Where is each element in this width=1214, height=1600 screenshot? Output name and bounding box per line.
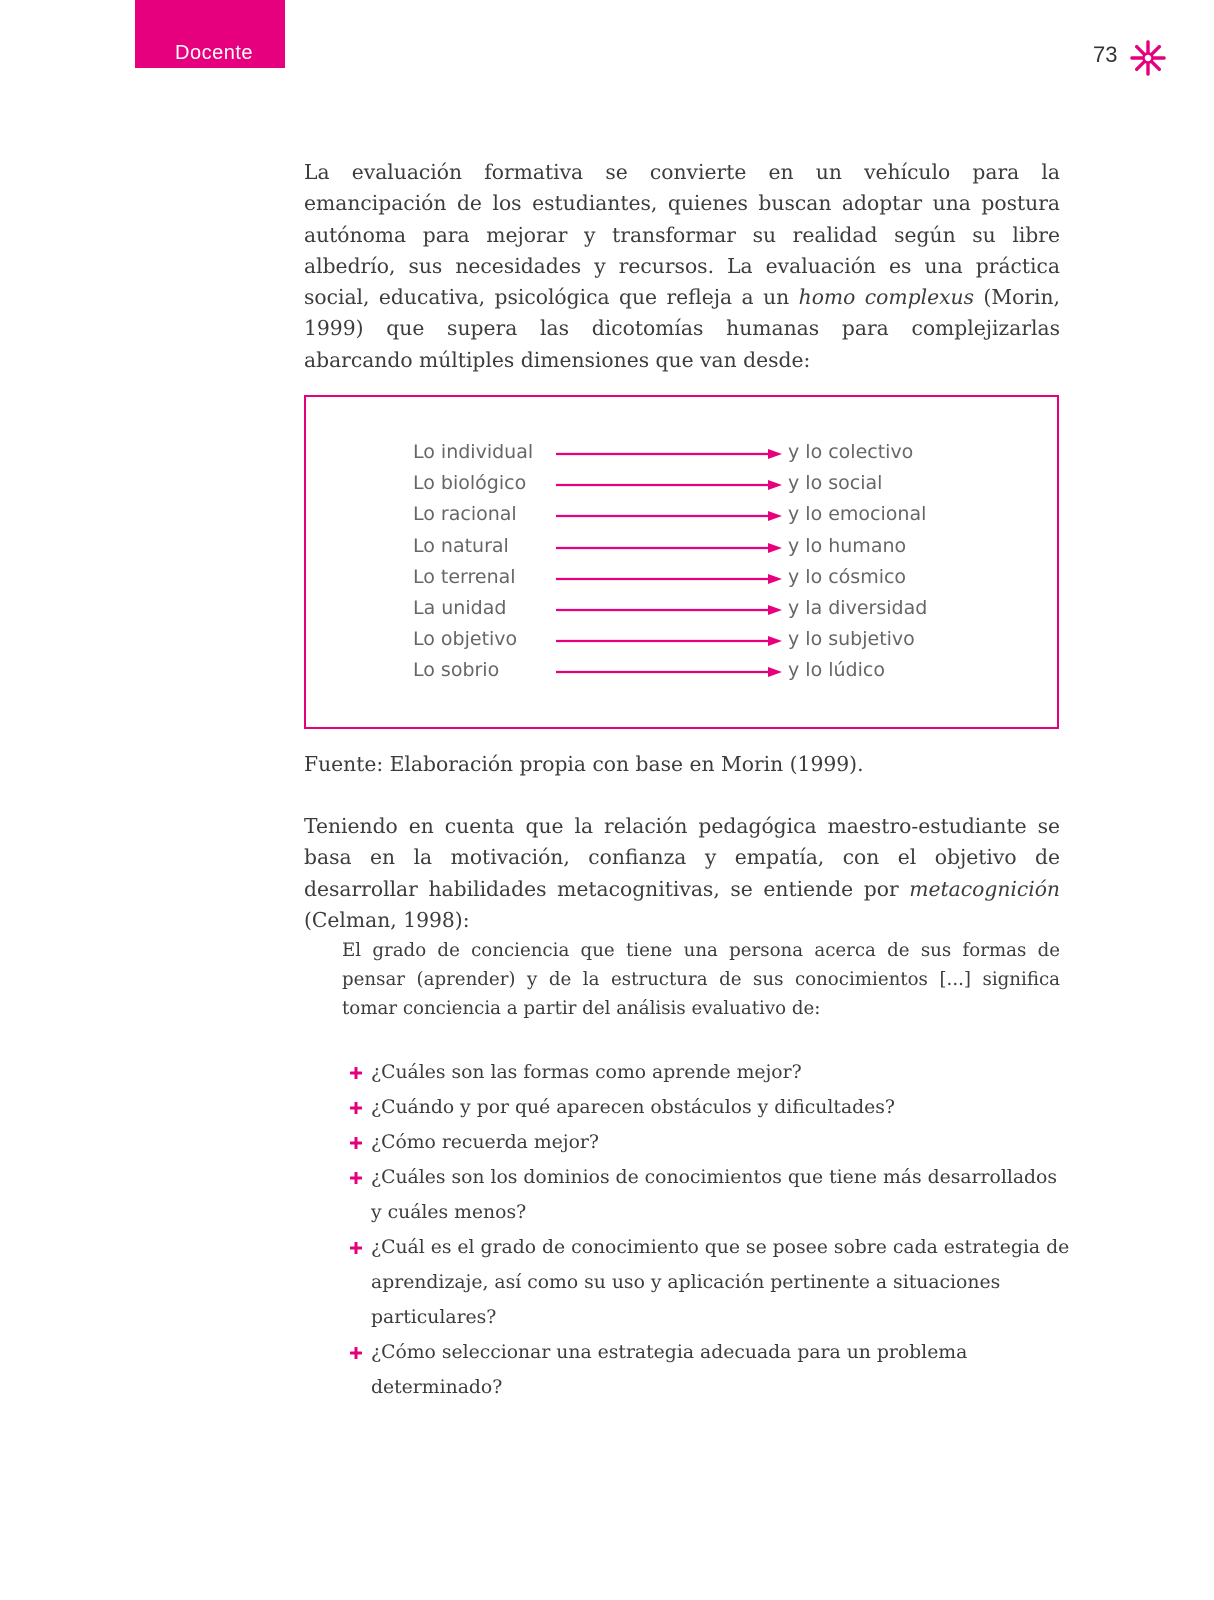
- arrow-right-icon: [556, 509, 782, 523]
- question-item: [350, 1055, 1070, 1090]
- page-number: 73: [1093, 42, 1118, 67]
- section-tab: [135, 0, 285, 68]
- arrow-right-icon: [556, 447, 782, 461]
- pair-right-term: y lo lúdico: [788, 659, 885, 682]
- pair-right-term: y lo humano: [788, 534, 907, 557]
- arrow-right-icon: [556, 634, 782, 648]
- pair-left-term: Lo terrenal: [413, 565, 516, 588]
- pair-row: [306, 659, 1057, 690]
- arrow-right-icon: [556, 541, 782, 555]
- pair-right-term: y lo subjetivo: [788, 628, 915, 651]
- question-text: ¿Cómo seleccionar una estrategia adecuada para un problema determinado?: [371, 1342, 968, 1398]
- source-caption: Fuente: Elaboración propia con base en Morin (1999).: [304, 752, 864, 776]
- intro-italic-term: homo complexus: [798, 285, 974, 310]
- pair-row: [306, 566, 1057, 597]
- pair-right-term: y lo colectivo: [788, 441, 914, 463]
- plus-bullet-icon: [350, 1347, 362, 1359]
- pair-left-term: Lo natural: [413, 534, 509, 557]
- question-item: [350, 1125, 1070, 1160]
- dichotomies-diagram: [304, 395, 1059, 729]
- intro-text: La evaluación formativa se convierte en un vehículo para la emancipación de los estudiantes, quienes buscan adoptar una postura autónoma para mejorar y transformar su realidad según su libre albedrío, sus necesidades y recursos. La evaluación es una práctica social, educativa, psicológica que refleja a un: [304, 160, 1060, 310]
- question-list: [350, 1055, 1070, 1405]
- question-item: [350, 1335, 1070, 1405]
- intro-text-end: (Morin, 1999) que supera las dicotomías humanas para complejizarlas abarcando múltiples dimensiones que van desde:: [304, 285, 1061, 372]
- arrow-right-icon: [556, 572, 782, 586]
- arrow-right-icon: [556, 603, 782, 617]
- asterisk-icon: [1130, 40, 1166, 76]
- pair-left-term: Lo sobrio: [413, 659, 500, 682]
- pair-row: [306, 503, 1057, 534]
- plus-bullet-icon: [350, 1137, 362, 1149]
- arrow-right-icon: [556, 665, 782, 679]
- pair-left-term: Lo biológico: [413, 472, 527, 495]
- pair-right-term: y lo cósmico: [788, 565, 907, 588]
- question-item: [350, 1160, 1070, 1230]
- paragraph2-italic-term: metacognición: [909, 876, 1060, 901]
- pair-row: [306, 535, 1057, 566]
- pair-row: [306, 628, 1057, 659]
- plus-bullet-icon: [350, 1067, 362, 1079]
- block-quote: El grado de conciencia que tiene una persona acerca de sus formas de pensar (aprender) y de la estructura de sus conocimientos [...] significa tomar conciencia a partir del análisis evaluativo de:: [342, 940, 1060, 1019]
- plus-bullet-icon: [350, 1172, 362, 1184]
- paragraph2-text-end: (Celman, 1998):: [304, 907, 470, 932]
- pair-list: [306, 441, 1057, 691]
- question-text: ¿Cómo recuerda mejor?: [371, 1132, 599, 1153]
- question-item: [350, 1230, 1070, 1335]
- pair-right-term: y lo social: [788, 472, 883, 495]
- intro-paragraph: [304, 157, 1060, 376]
- question-text: ¿Cuáles son los dominios de conocimientos que tiene más desarrollados y cuáles menos?: [371, 1167, 1057, 1223]
- pair-left-term: La unidad: [413, 596, 507, 619]
- pair-right-term: y lo emocional: [788, 503, 927, 526]
- paragraph2-text: Teniendo en cuenta que la relación pedagógica maestro-estudiante se basa en la motivación, confianza y empatía, con el objetivo de desarrollar habilidades metacognitivas, se entiende por: [304, 814, 1060, 901]
- plus-bullet-icon: [350, 1102, 362, 1114]
- metacognition-paragraph: [304, 811, 1060, 936]
- pair-row: [306, 472, 1057, 503]
- question-item: [350, 1090, 1070, 1125]
- pair-row: [306, 597, 1057, 628]
- arrow-right-icon: [556, 478, 782, 492]
- section-label: Docente: [175, 42, 253, 64]
- question-text: ¿Cuál es el grado de conocimiento que se posee sobre cada estrategia de aprendizaje, así como su uso y aplicación pertinente a situaciones particulares?: [371, 1237, 1070, 1328]
- question-text: ¿Cuáles son las formas como aprende mejor?: [371, 1062, 802, 1083]
- pair-left-term: Lo objetivo: [413, 628, 518, 651]
- plus-bullet-icon: [350, 1242, 362, 1254]
- pair-left-term: Lo racional: [413, 503, 517, 526]
- question-text: ¿Cuándo y por qué aparecen obstáculos y dificultades?: [371, 1097, 895, 1118]
- pair-right-term: y la diversidad: [788, 596, 928, 619]
- pair-left-term: Lo individual: [413, 441, 534, 463]
- pair-row: [306, 441, 1057, 472]
